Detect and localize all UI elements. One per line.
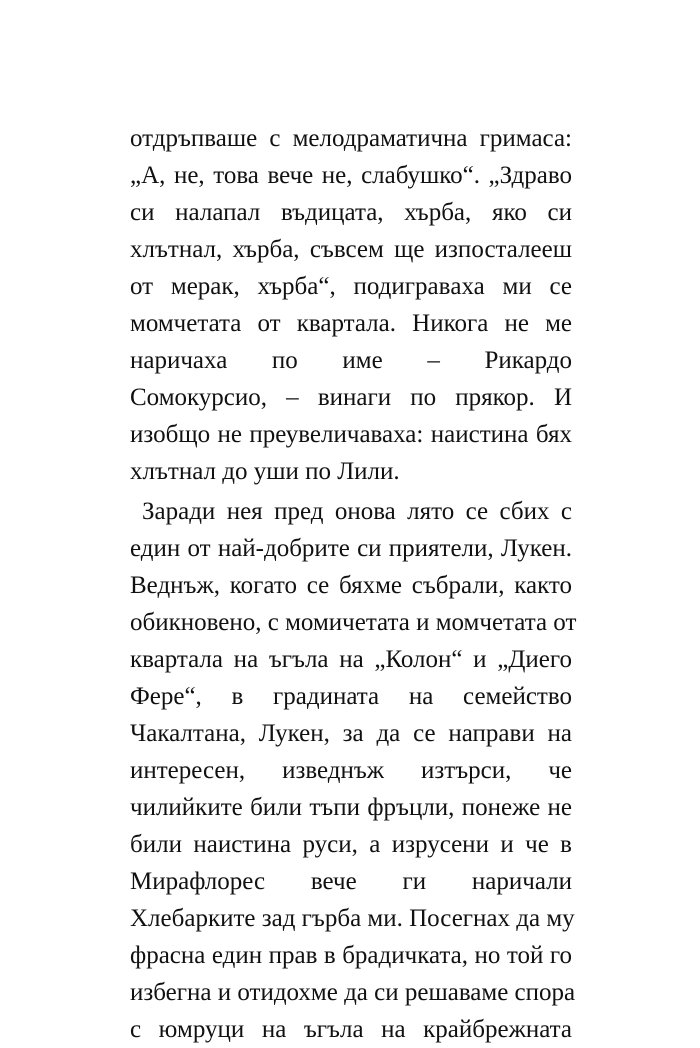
text-line: от мерак, хърба“, подигравaха ми се xyxy=(130,273,572,300)
text-line: квартала на ъгъла на „Колон“ и „Диего xyxy=(130,646,572,673)
text-line: момчетата от квартала. Никога не ме xyxy=(130,310,572,337)
text-line: обикновено, с момичетата и момчетата от xyxy=(130,609,577,636)
text-line: Мирафлорес вече ги наричали xyxy=(130,868,572,895)
text-line: избегна и отидохме да си решаваме спора xyxy=(130,979,576,1006)
text-line: с юмруци на ъгъла на крайбрежната xyxy=(130,1016,572,1043)
text-line: си налапал въдицата, хърба, яко си xyxy=(130,199,572,226)
paragraph-1 xyxy=(130,120,572,490)
text-line: хлътнал, хърба, съвсем ще изпосталееш xyxy=(130,236,572,263)
text-line: фрасна един прав в брадичката, но той го xyxy=(130,942,572,969)
text-line: Чакалтана, Лукен, за да се направи на xyxy=(130,720,572,747)
text-line: отдръпваше с мелодраматична гримаса: xyxy=(130,125,572,152)
body-text xyxy=(130,120,577,1048)
text-line: чилийките били тъпи фръцли, понеже не xyxy=(130,794,572,821)
text-line: „А, не, това вече не, слабушко“. „Здраво xyxy=(130,162,572,189)
text-line: Хлебарките зад гърба ми. Посегнах да му xyxy=(130,905,575,932)
text-line: наричаха по име – Рикардо xyxy=(130,347,572,374)
text-line: хлътнал до уши по Лили. xyxy=(130,458,400,485)
text-line: Веднъж, когато се бяхме събрали, както xyxy=(130,572,572,599)
text-line: Заради нея пред онова лято се сбих с xyxy=(142,498,572,525)
text-line: интересен, изведнъж изтърси, че xyxy=(130,757,572,784)
text-line: изобщо не преувеличаваха: наистина бях xyxy=(130,421,572,448)
text-line: Фере“, в градината на семейство xyxy=(130,683,572,710)
paragraph-2 xyxy=(130,493,577,1048)
text-line: Сомокурсио, – винаги по прякор. И xyxy=(130,384,572,411)
text-line: били наистина руси, а изрусени и че в xyxy=(130,831,572,858)
text-line: един от най-добрите си приятели, Лукен. xyxy=(130,535,572,562)
